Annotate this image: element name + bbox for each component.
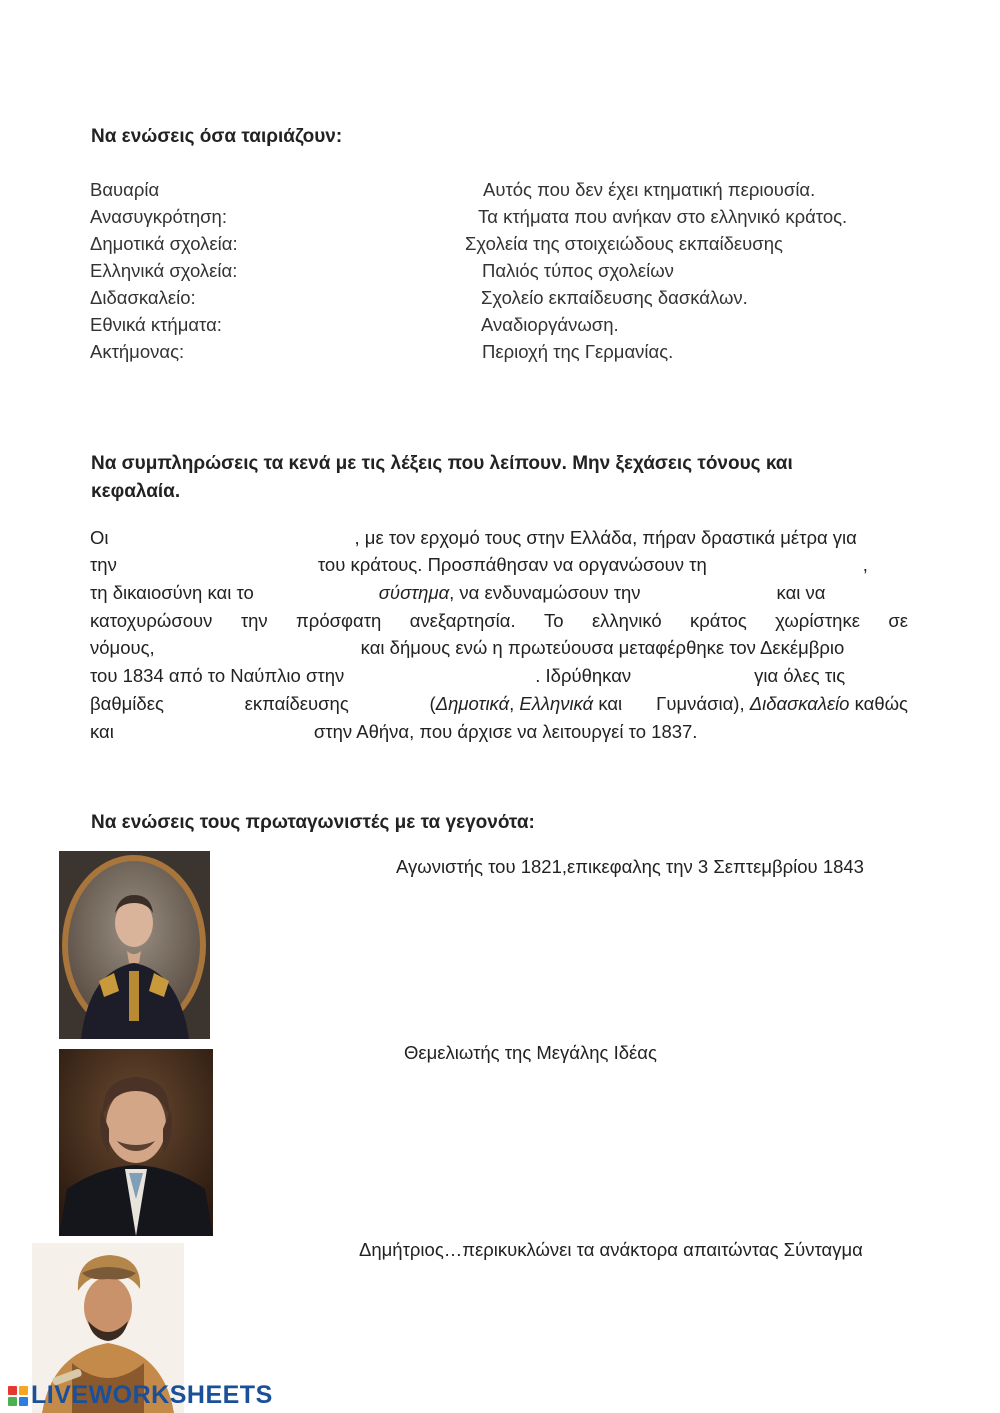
right-item: Παλιός τύπος σχολείων <box>482 260 674 281</box>
text-fragment: Γυμνάσια), <box>656 693 745 714</box>
text-fragment: καθώς <box>854 693 908 714</box>
word: κράτος <box>690 610 747 631</box>
left-item: Διδασκαλείο: <box>90 287 196 308</box>
text-fragment: Ελληνικά <box>519 693 594 714</box>
logo-grid-icon <box>8 1386 28 1406</box>
right-item: Σχολεία της στοιχειώδους εκπαίδευσης <box>465 233 783 254</box>
paragraph-line <box>90 637 908 659</box>
event-text: Θεμελιωτής της Μεγάλης Ιδέας <box>404 1042 657 1063</box>
text-fragment: Οι <box>90 527 109 548</box>
blank-field[interactable] <box>631 665 754 687</box>
text-fragment: νόμους, <box>90 637 155 658</box>
event-text: Δημήτριος…περικυκλώνει τα ανάκτορα απαιτώντας Σύνταγμα <box>359 1239 863 1260</box>
word: εκπαίδευσης <box>244 693 349 714</box>
blank-field[interactable] <box>707 554 863 576</box>
event-text: Αγωνιστής του 1821,επικεφαλης την 3 Σεπτεμβρίου 1843 <box>396 856 864 877</box>
paragraph-line <box>90 582 908 604</box>
left-item: Βαυαρία <box>90 179 160 200</box>
text-fragment: στην Αθήνα, που άρχισε να λειτουργεί το 1837. <box>313 721 698 742</box>
text-fragment: Δημοτικά <box>435 693 510 714</box>
text-fragment: , με τον ερχομό τους στην Ελλάδα, πήραν δραστικά μέτρα για <box>354 527 857 548</box>
text-fragment: για όλες τις <box>754 665 846 686</box>
portrait-officer-image[interactable] <box>59 851 210 1039</box>
word: κατοχυρώσουν <box>90 610 213 631</box>
section1-heading: Να ενώσεις όσα ταιριάζουν: <box>91 126 343 147</box>
word: Το <box>544 610 564 631</box>
right-item: Σχολείο εκπαίδευσης δασκάλων. <box>481 287 748 308</box>
word: χωρίστηκε <box>775 610 860 631</box>
text-fragment: , <box>862 554 868 575</box>
left-item: Δημοτικά σχολεία: <box>90 233 238 254</box>
word: πρόσφατη <box>296 610 382 631</box>
paragraph-line-justified <box>90 693 908 715</box>
blank-field[interactable] <box>109 527 355 549</box>
right-item: Περιοχή της Γερμανίας. <box>482 341 674 362</box>
blank-field[interactable] <box>254 582 379 604</box>
section2-heading-cont: κεφαλαία. <box>91 481 181 502</box>
text-fragment: ( <box>429 693 436 714</box>
text-fragment: και <box>598 693 623 714</box>
left-item: Ανασυγκρότηση: <box>90 206 227 227</box>
text-fragment: σύστημα <box>378 582 450 603</box>
paragraph-line <box>90 554 908 576</box>
blank-field[interactable] <box>155 637 361 659</box>
blank-field[interactable] <box>117 554 318 576</box>
text-fragment: . Ιδρύθηκαν <box>535 665 632 686</box>
text-fragment: την <box>90 554 117 575</box>
blank-field[interactable] <box>114 721 314 743</box>
right-item: Αναδιοργάνωση. <box>481 314 619 335</box>
left-item: Ελληνικά σχολεία: <box>90 260 238 281</box>
blank-field[interactable] <box>641 582 777 604</box>
word: την <box>240 610 268 631</box>
word: ελληνικό <box>591 610 662 631</box>
right-item: Αυτός που δεν έχει κτηματική περιουσία. <box>483 179 816 200</box>
text-fragment: Διδασκαλείο <box>749 693 850 714</box>
text-fragment: και να <box>776 582 826 603</box>
paragraph-line <box>90 721 908 743</box>
paragraph-line <box>90 665 908 687</box>
left-item: Εθνικά κτήματα: <box>90 314 222 335</box>
right-item: Τα κτήματα που ανήκαν στο ελληνικό κράτος. <box>478 206 848 227</box>
text-fragment: του 1834 από το Ναύπλιο στην <box>90 665 345 686</box>
brand-name: LIVEWORKSHEETS <box>31 1381 273 1409</box>
paragraph-line <box>90 527 908 549</box>
portrait-politician-image[interactable] <box>59 1049 213 1236</box>
text-fragment: και <box>90 721 114 742</box>
word-group <box>430 693 908 715</box>
paragraph-line-justified <box>90 610 908 632</box>
left-item: Ακτήμονας: <box>90 341 185 362</box>
text-fragment: του κράτους. Προσπάθησαν να οργανώσουν τη <box>317 554 707 575</box>
text-fragment: τη δικαιοσύνη και το <box>90 582 254 603</box>
section3-heading: Να ενώσεις τους πρωταγωνιστές με τα γεγονότα: <box>91 812 535 833</box>
word: βαθμίδες <box>90 693 164 714</box>
text-fragment: , να ενδυναμώσουν την <box>449 582 641 603</box>
text-fragment: , <box>509 693 515 714</box>
blank-field[interactable] <box>344 665 535 687</box>
text-fragment: και δήμους ενώ η πρωτεύουσα μεταφέρθηκε τον Δεκέμβριο <box>360 637 845 658</box>
word: σε <box>888 610 908 631</box>
word: ανεξαρτησία. <box>409 610 516 631</box>
section2-heading: Να συμπληρώσεις τα κενά με τις λέξεις που λείπουν. Μην ξεχάσεις τόνους και <box>91 453 793 474</box>
liveworksheets-logo <box>8 1381 273 1410</box>
